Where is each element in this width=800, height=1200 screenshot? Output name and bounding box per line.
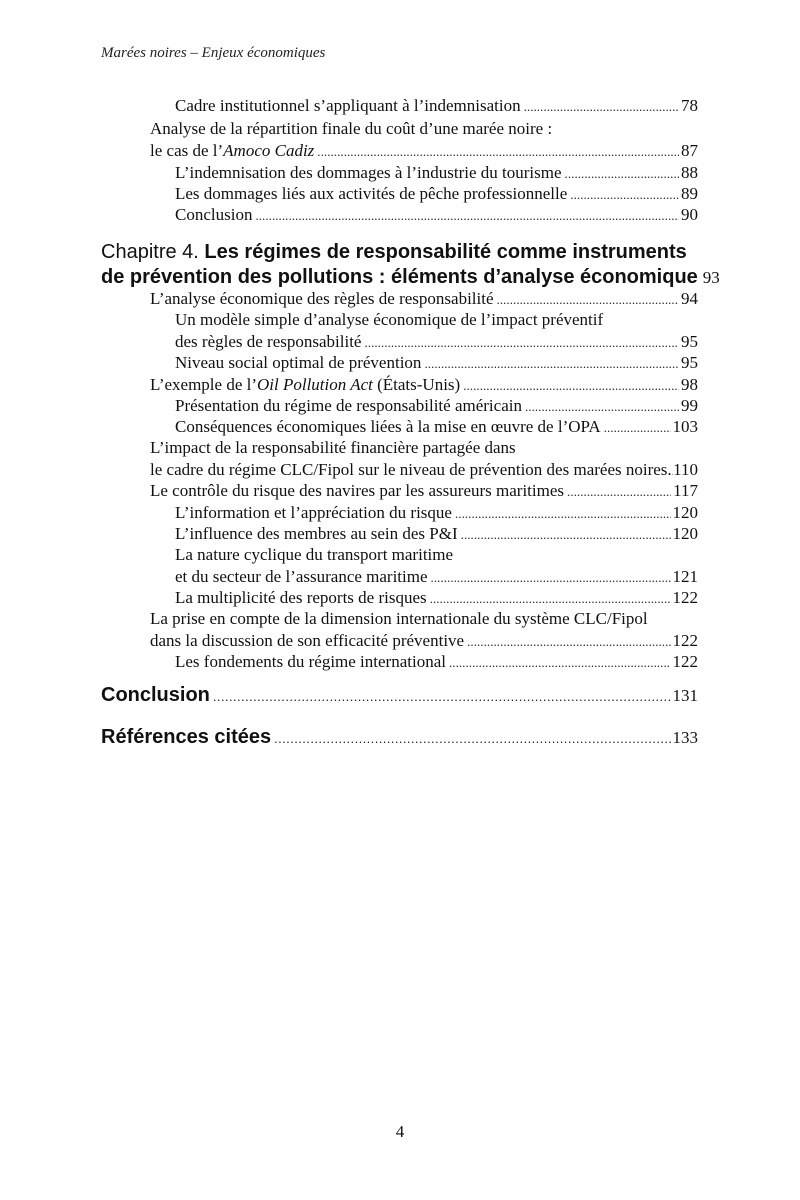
dot-leader: [525, 395, 679, 418]
italic-title: Oil Pollution Act: [257, 375, 373, 394]
toc-entry[interactable]: [175, 502, 698, 525]
toc-page-number: 121: [672, 567, 698, 586]
dot-leader: [455, 502, 671, 525]
italic-title: Amoco Cadiz: [223, 141, 315, 160]
toc-major-title: Conclusion: [101, 684, 210, 706]
toc-entry-title: et du secteur de l’assurance maritime: [175, 567, 428, 586]
toc-entry[interactable]: [175, 95, 698, 118]
toc-page-number: 122: [672, 631, 698, 650]
toc-page-number: 103: [672, 417, 698, 436]
toc-entry[interactable]: [175, 416, 698, 439]
toc-page-number: 99: [681, 396, 698, 415]
toc-entry-line: [150, 608, 698, 630]
toc-page-number: 90: [681, 205, 698, 224]
toc-entry-title: La nature cyclique du transport maritime: [175, 545, 454, 564]
toc-page-number: 133: [672, 728, 698, 747]
toc-page-number: 110: [673, 460, 698, 479]
page-number: 4: [395, 1122, 405, 1141]
toc-entry[interactable]: [150, 140, 698, 163]
toc-entry[interactable]: [175, 183, 698, 206]
chapter-heading-line1: [101, 240, 698, 265]
dot-leader: [255, 204, 679, 227]
dot-leader: [213, 684, 671, 707]
toc-entry-title: L’impact de la responsabilité financière partagée dans: [150, 438, 516, 457]
toc-entry-title: Niveau social optimal de prévention: [175, 353, 422, 372]
toc-entry[interactable]: [175, 162, 698, 185]
toc-page-number: 120: [672, 503, 698, 522]
toc-entry-title: des règles de responsabilité: [175, 332, 362, 351]
dot-leader: [463, 374, 679, 397]
toc-entry-title: L’influence des membres au sein des P&I: [175, 524, 458, 543]
chapter-label: Chapitre 4.: [101, 241, 199, 263]
toc-entry[interactable]: [175, 331, 698, 354]
toc-page-number: 95: [681, 332, 698, 351]
dot-leader: [364, 331, 679, 354]
dot-leader: [449, 651, 671, 674]
dot-leader: [567, 480, 671, 503]
toc-page-number: 95: [681, 353, 698, 372]
toc-entry-title: La multiplicité des reports de risques: [175, 588, 427, 607]
toc-page-number: 89: [681, 184, 698, 203]
chapter-title: de prévention des pollutions : éléments d’analyse économique: [101, 266, 698, 288]
toc-entry[interactable]: [150, 630, 698, 653]
toc-entry-line: [175, 309, 698, 331]
toc-entry[interactable]: [150, 374, 698, 397]
toc-entry[interactable]: [175, 587, 698, 610]
toc-page-number: 122: [672, 652, 698, 671]
toc-conclusion[interactable]: [101, 684, 698, 707]
toc-entry[interactable]: [175, 352, 698, 375]
toc-entry-title: Analyse de la répartition finale du coût d’une marée noire :: [150, 119, 553, 138]
toc-entry[interactable]: [150, 480, 698, 503]
dot-leader: [565, 162, 679, 185]
toc-entry-title: Les dommages liés aux activités de pêche professionnelle: [175, 184, 568, 203]
toc-entry-title: La prise en compte de la dimension internationale du système CLC/Fipol: [150, 609, 648, 628]
dot-leader: [497, 288, 679, 311]
toc-entry-line: [150, 437, 698, 459]
toc-page-number: 117: [673, 481, 698, 500]
chapter-heading[interactable]: [101, 240, 720, 291]
toc-entry-title: Cadre institutionnel s’appliquant à l’indemnisation: [175, 96, 521, 115]
toc-entry-title: L’analyse économique des règles de responsabilité: [150, 289, 494, 308]
toc-page-number: 98: [681, 375, 698, 394]
chapter-title: Les régimes de responsabilité comme instruments: [204, 241, 687, 263]
toc-entry[interactable]: [175, 204, 698, 227]
toc-entry-title: Présentation du régime de responsabilité américain: [175, 396, 522, 415]
toc-page-number: 131: [672, 686, 698, 705]
toc-page-number: 122: [672, 588, 698, 607]
toc-page-number: 93: [702, 268, 720, 287]
toc-entry-title: L’information et l’appréciation du risque: [175, 503, 452, 522]
toc-entry-title: Conséquences économiques liées à la mise en œuvre de l’OPA: [175, 417, 601, 436]
toc-entry-title: le cas de l’Amoco Cadiz: [150, 141, 315, 160]
toc-page-number: 120: [672, 524, 698, 543]
toc-entry[interactable]: [150, 288, 698, 311]
toc-references[interactable]: [101, 726, 698, 749]
dot-leader: [317, 140, 679, 163]
toc-entry-title: L’indemnisation des dommages à l’industrie du tourisme: [175, 163, 562, 182]
toc-entry-title: Le contrôle du risque des navires par les assureurs maritimes: [150, 481, 565, 500]
toc-page-number: 94: [681, 289, 698, 308]
toc-entry[interactable]: [175, 566, 698, 589]
toc-entry-title: Un modèle simple d’analyse économique de l’impact préventif: [175, 310, 604, 329]
dot-leader: [570, 183, 679, 206]
toc-entry-title: L’exemple de l’Oil Pollution Act (États-Unis): [150, 375, 461, 394]
toc-entry-line: [175, 544, 698, 566]
toc-entry[interactable]: [150, 459, 698, 482]
dot-leader: [467, 630, 670, 653]
toc-entry[interactable]: [175, 395, 698, 418]
dot-leader: [274, 726, 670, 749]
toc-page-number: 87: [681, 141, 698, 160]
toc-entry[interactable]: [175, 523, 698, 546]
toc-page-number: 88: [681, 163, 698, 182]
toc-page-number: 78: [681, 96, 698, 115]
dot-leader: [430, 587, 671, 610]
toc-entry[interactable]: [175, 651, 698, 674]
toc-entry-title: Les fondements du régime international: [175, 652, 446, 671]
running-head: Marées noires – Enjeux économiques: [101, 45, 326, 61]
toc-entry-title: Conclusion: [175, 205, 253, 224]
toc-entry-title: dans la discussion de son efficacité préventive: [150, 631, 465, 650]
toc-entry-title: le cadre du régime CLC/Fipol sur le niveau de prévention des marées noires.: [150, 460, 672, 479]
dot-leader: [524, 95, 679, 118]
dot-leader: [431, 566, 671, 589]
toc-entry-line: [150, 118, 698, 140]
toc-major-title: Références citées: [101, 726, 272, 748]
dot-leader: [604, 416, 671, 439]
dot-leader: [461, 523, 671, 546]
dot-leader: [424, 352, 679, 375]
